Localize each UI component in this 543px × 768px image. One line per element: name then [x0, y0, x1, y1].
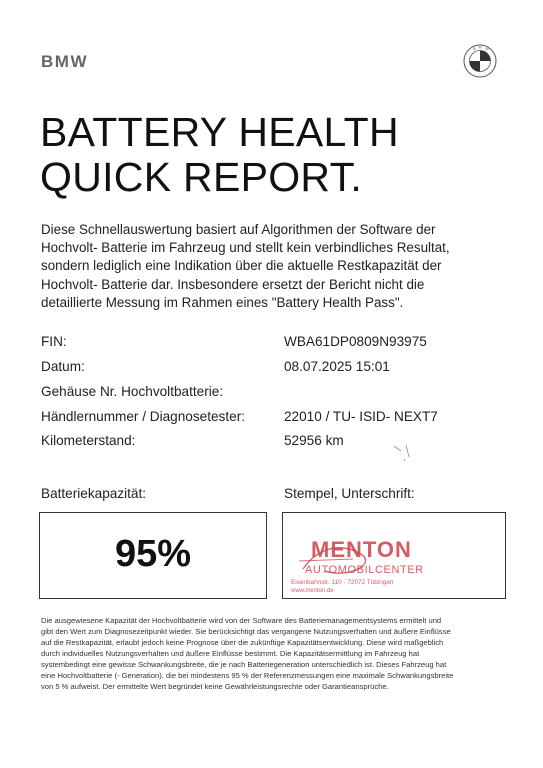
fin-value: WBA61DP0809N93975 [284, 334, 427, 349]
km-label: Kilometerstand: [41, 433, 136, 448]
disclaimer-line: eine Hochvoltbatterie (- Generation), die bei mindestens 95 % der Referenzmessungen eine maximale Schwankungsbreite [41, 671, 454, 680]
stamp-label: Stempel, Unterschrift: [284, 486, 415, 501]
intro-line: detaillierte Messung im Rahmen eines "Battery Health Pass". [41, 294, 404, 310]
stamp-name: MENTON [311, 537, 412, 562]
disclaimer [41, 615, 502, 692]
fin-label: FIN: [41, 334, 67, 349]
bmw-roundel-icon [463, 44, 497, 78]
title-line-1: BATTERY HEALTH [40, 109, 399, 155]
report-title [40, 110, 399, 200]
intro-line: Hochvolt- Batterie im Fahrzeug und stellt kein verbindliches Resultat, [41, 240, 450, 256]
intro-paragraph [41, 221, 476, 312]
svg-text:M: M [478, 44, 482, 50]
stamp-box [282, 512, 506, 599]
stamp-subtitle: AUTOMOBILCENTER [305, 564, 424, 576]
intro-line: Diese Schnellauswertung basiert auf Algorithmen der Software der [41, 222, 436, 237]
housing-label: Gehäuse Nr. Hochvoltbatterie: [41, 384, 224, 399]
capacity-label: Batteriekapazität: [41, 486, 147, 501]
date-value: 08.07.2025 15:01 [284, 359, 390, 374]
capacity-box [39, 512, 267, 599]
intro-line: sondern lediglich eine Indikation über die aktuelle Restkapazität der [41, 258, 442, 274]
brand-wordmark: BMW [41, 52, 88, 71]
disclaimer-line: von 5 % aufweist. Der ermittelte Wert begründet keine Gewährleistungsrechte oder Garantieansprüche. [41, 682, 389, 691]
dealer-stamp [289, 521, 499, 593]
dealer-value: 22010 / TU- ISID- NEXT7 [284, 409, 438, 424]
disclaimer-line: auf die Restkapazität, erlaubt jedoch keine Prognose über die zukünftige Kapazitätsentwicklung. Diese wird maßgeblich [41, 638, 444, 647]
intro-line: Hochvolt- Batterie dar. Insbesondere ersetzt der Bericht nicht die [41, 276, 425, 292]
disclaimer-line: durch individuelles Nutzungsverhalten und äußere Einflüsse bestimmt. Die Kapazitätsermittlung im Fahrzeug hat [41, 649, 420, 658]
disclaimer-line: gibt den Wert zum Diagnosezeitpunkt wieder. Sie berücksichtigt das vergangene Nutzungsverhalten und äußere Einflüsse [41, 627, 451, 636]
disclaimer-line: Die ausgewiesene Kapazität der Hochvoltbatterie wird von der Software des Batteriemanagementsystems ermittelt und [41, 616, 442, 625]
date-label: Datum: [41, 359, 85, 374]
pen-mark-icon [392, 442, 420, 462]
capacity-value: 95% [114, 533, 192, 575]
svg-text:B: B [473, 46, 476, 51]
disclaimer-line: systembedingt eine gewisse Schwankungsbreite, die je nach Batteriegeneration unterschiedlich ist. Dieses Fahrzeug hat [41, 660, 447, 669]
dealer-label: Händlernummer / Diagnosetester: [41, 409, 245, 424]
km-value: 52956 km [284, 433, 344, 448]
svg-text:W: W [485, 46, 489, 51]
stamp-address: Eisenbahnstr. 110 · 72072 Tübingen [291, 579, 394, 586]
title-line-2: QUICK REPORT. [40, 154, 363, 200]
stamp-web: www.menton.de [291, 588, 334, 593]
